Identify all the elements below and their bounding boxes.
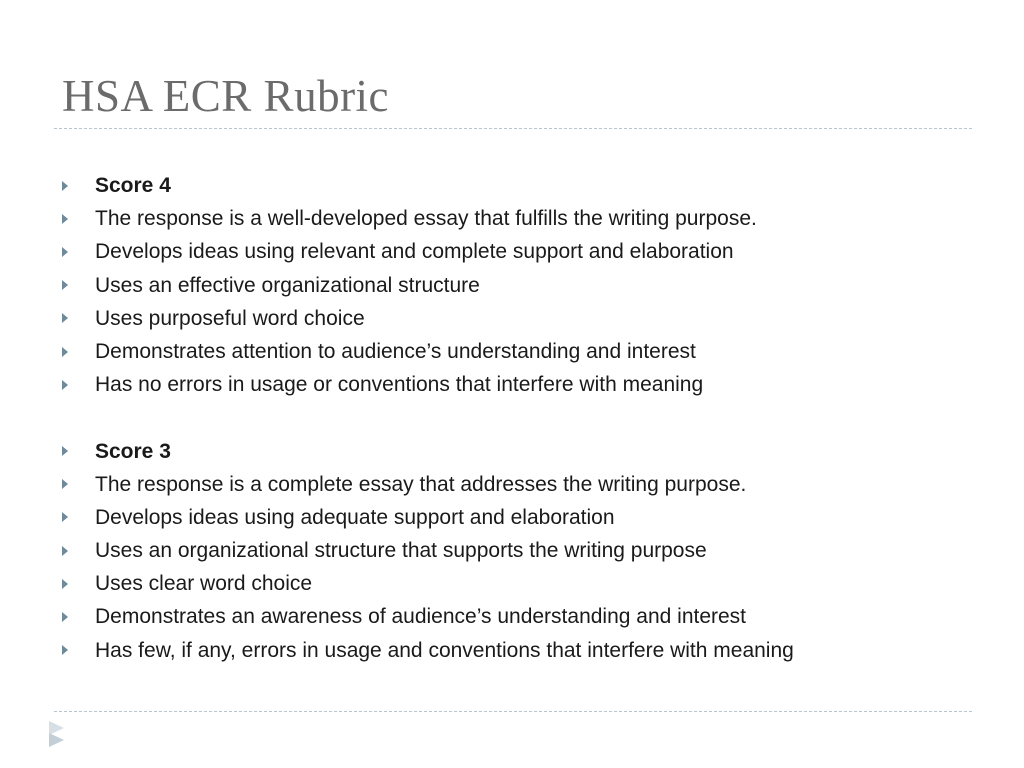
list-item-text: Develops ideas using adequate support and elaboration bbox=[95, 505, 615, 529]
list-item bbox=[60, 202, 794, 235]
list-item-text: Has no errors in usage or conventions that interfere with meaning bbox=[95, 373, 704, 397]
list-item-text: Uses purposeful word choice bbox=[95, 306, 365, 330]
triangle-right-icon bbox=[62, 247, 68, 257]
section-heading-score-4 bbox=[60, 169, 794, 202]
triangle-right-icon bbox=[62, 579, 68, 589]
section-spacer bbox=[60, 401, 794, 434]
list-item bbox=[60, 368, 794, 401]
chevron-stack-icon bbox=[48, 719, 66, 749]
triangle-right-icon bbox=[62, 446, 68, 456]
triangle-right-icon bbox=[62, 645, 68, 655]
section-heading: Score 4 bbox=[95, 174, 171, 197]
list-item-text: Demonstrates an awareness of audience’s understanding and interest bbox=[95, 605, 747, 629]
rubric-list bbox=[60, 169, 794, 667]
slide-title: HSA ECR Rubric bbox=[62, 71, 390, 121]
list-item-text: The response is a complete essay that addresses the writing purpose. bbox=[95, 472, 747, 496]
triangle-right-icon bbox=[62, 612, 68, 622]
list-item-text: The response is a well-developed essay that fulfills the writing purpose. bbox=[95, 207, 757, 231]
list-item-text: Develops ideas using relevant and complete support and elaboration bbox=[95, 240, 734, 264]
title-divider bbox=[54, 128, 972, 129]
list-item bbox=[60, 468, 794, 501]
list-item bbox=[60, 600, 794, 633]
list-item bbox=[60, 534, 794, 567]
triangle-right-icon bbox=[62, 347, 68, 357]
triangle-right-icon bbox=[62, 280, 68, 290]
list-item bbox=[60, 269, 794, 302]
section-heading: Score 3 bbox=[95, 439, 171, 463]
list-item-text: Uses an effective organizational structure bbox=[95, 273, 480, 297]
triangle-right-icon bbox=[62, 380, 68, 390]
section-heading-score-3 bbox=[60, 435, 794, 468]
list-item-text: Uses clear word choice bbox=[95, 572, 313, 596]
list-item-text: Uses an organizational structure that supports the writing purpose bbox=[95, 539, 707, 563]
list-item bbox=[60, 302, 794, 335]
triangle-right-icon bbox=[62, 313, 68, 323]
triangle-right-icon bbox=[62, 546, 68, 556]
triangle-right-icon bbox=[62, 479, 68, 489]
triangle-right-icon bbox=[62, 214, 68, 224]
list-item bbox=[60, 335, 794, 368]
triangle-right-icon bbox=[62, 181, 68, 191]
list-item bbox=[60, 235, 794, 268]
list-item bbox=[60, 501, 794, 534]
triangle-right-icon bbox=[62, 512, 68, 522]
list-item-text: Demonstrates attention to audience’s understanding and interest bbox=[95, 339, 696, 363]
footer-divider bbox=[54, 711, 972, 712]
list-item bbox=[60, 567, 794, 600]
list-item-text: Has few, if any, errors in usage and conventions that interfere with meaning bbox=[95, 638, 794, 662]
list-item bbox=[60, 634, 794, 667]
